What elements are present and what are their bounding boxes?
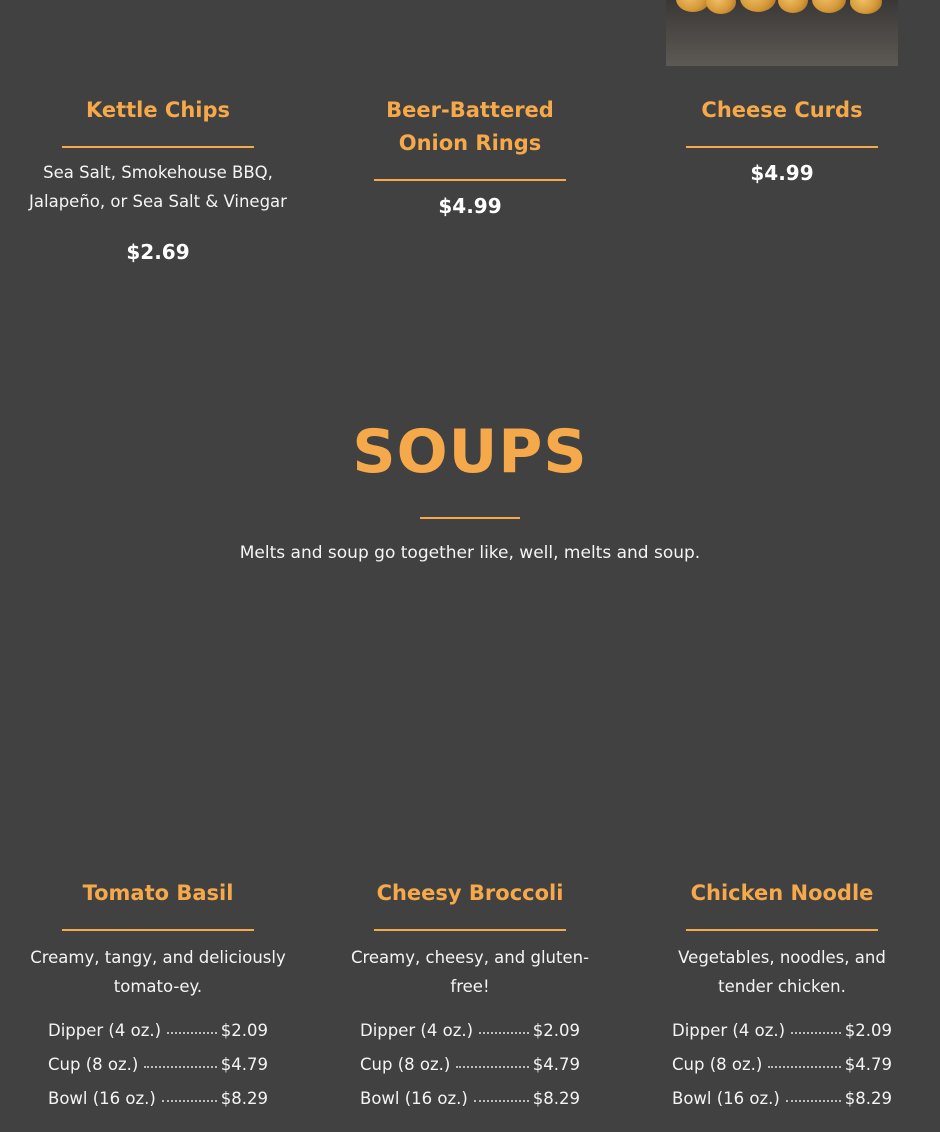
size-price: $8.29: [844, 1089, 892, 1108]
item-divider: [374, 929, 566, 931]
menu-item-kettle-chips: [2, 94, 314, 264]
dot-leader: [456, 1066, 528, 1068]
dot-leader: [474, 1100, 529, 1102]
item-title: Chicken Noodle: [690, 881, 874, 905]
price-row-bowl: [360, 1089, 580, 1123]
price-row-bowl: [48, 1089, 268, 1123]
item-divider: [62, 146, 254, 148]
dot-leader: [791, 1032, 841, 1034]
size-price: $2.09: [844, 1021, 892, 1040]
price-list-cheesy-broccoli: [360, 1021, 580, 1123]
item-description: Creamy, cheesy, and gluten-free!: [350, 948, 590, 996]
price-list-tomato-basil: [48, 1021, 268, 1123]
item-divider: [374, 179, 566, 181]
size-label: Bowl (16 oz.): [672, 1089, 780, 1108]
menu-item-onion-rings: [314, 94, 626, 218]
dot-leader: [479, 1032, 529, 1034]
item-title: Cheese Curds: [701, 98, 863, 122]
price-row-cup: [48, 1055, 268, 1089]
size-price: $8.29: [532, 1089, 580, 1108]
item-title: Kettle Chips: [85, 98, 231, 122]
size-label: Bowl (16 oz.): [360, 1089, 468, 1108]
item-description: Sea Salt, Smokehouse BBQ, Jalapeño, or Sea Salt & Vinegar: [29, 163, 287, 211]
menu-item-chicken-noodle: [626, 877, 938, 1001]
size-label: Dipper (4 oz.): [48, 1021, 162, 1040]
dot-leader: [162, 1100, 217, 1102]
price-row-bowl: [672, 1089, 892, 1123]
size-label: Dipper (4 oz.): [672, 1021, 786, 1040]
cheese-curds-image: [666, 0, 898, 66]
dot-leader: [167, 1032, 217, 1034]
item-description: Vegetables, noodles, and tender chicken.: [678, 948, 886, 996]
dot-leader: [768, 1066, 840, 1068]
price-row-cup: [672, 1055, 892, 1089]
size-price: $2.09: [220, 1021, 268, 1040]
item-divider: [62, 929, 254, 931]
menu-item-tomato-basil: [2, 877, 314, 1001]
dot-leader: [786, 1100, 841, 1102]
size-price: $4.79: [220, 1055, 268, 1074]
price-row-dipper: [48, 1021, 268, 1055]
section-subtitle: Melts and soup go together like, well, melts and soup.: [239, 543, 701, 563]
size-label: Cup (8 oz.): [672, 1055, 763, 1074]
item-title: Beer-Battered Onion Rings: [386, 98, 554, 155]
item-divider: [686, 929, 878, 931]
size-label: Bowl (16 oz.): [48, 1089, 156, 1108]
item-title: Tomato Basil: [82, 881, 234, 905]
section-divider: [420, 517, 520, 519]
size-price: $4.79: [532, 1055, 580, 1074]
item-price: $4.99: [438, 194, 502, 218]
price-list-chicken-noodle: [672, 1021, 892, 1123]
size-price: $4.79: [844, 1055, 892, 1074]
item-description: Creamy, tangy, and deliciously tomato-ey.: [30, 948, 286, 996]
price-row-dipper: [360, 1021, 580, 1055]
dot-leader: [144, 1066, 216, 1068]
item-price: $2.69: [126, 240, 190, 264]
price-row-dipper: [672, 1021, 892, 1055]
item-divider: [686, 146, 878, 148]
menu-item-cheesy-broccoli: [314, 877, 626, 1001]
size-label: Cup (8 oz.): [360, 1055, 451, 1074]
size-label: Cup (8 oz.): [48, 1055, 139, 1074]
menu-item-cheese-curds: [626, 94, 938, 185]
item-title: Cheesy Broccoli: [376, 881, 564, 905]
price-row-cup: [360, 1055, 580, 1089]
size-price: $8.29: [220, 1089, 268, 1108]
size-label: Dipper (4 oz.): [360, 1021, 474, 1040]
item-price: $4.99: [750, 161, 814, 185]
section-title: SOUPS: [352, 417, 588, 487]
size-price: $2.09: [532, 1021, 580, 1040]
